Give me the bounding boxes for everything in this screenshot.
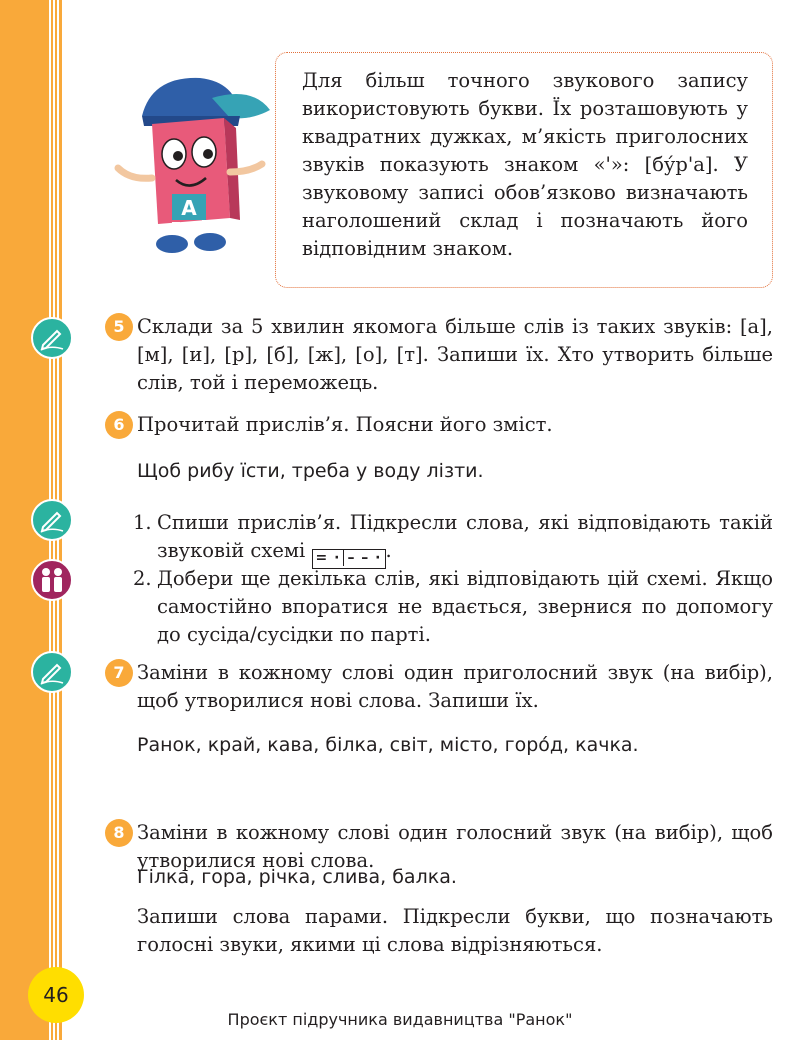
scheme-right: – – · [343,550,381,566]
subitem-2-text: Добери ще декілька слів, які відповідають цій схемі. Якщо самостійно впоратися не вдається, звернися по допомогу до сусіда/сусідки по парті. [157,567,773,646]
task-6-body: Прочитай прислів’я. Поясни його зміст. [137,413,553,436]
pencil-icon [31,499,73,541]
info-box [275,52,773,288]
task-number-6: 6 [105,411,133,439]
task-number-7: 7 [105,659,133,687]
task-number-5: 5 [105,313,133,341]
task-number-8: 8 [105,819,133,847]
task-7-text [137,659,773,715]
task-8-instruction [137,903,773,959]
mascot-letter: А [181,196,197,220]
task-5-text [137,313,773,397]
page-number: 46 [28,967,84,1023]
task-6-text [137,411,773,439]
subitem-number: 1. [133,511,152,534]
proverb [137,457,773,485]
mascot-illustration [112,68,272,258]
proverb-text: Щоб рибу їсти, треба у воду лізти. [137,460,484,482]
info-box-text: Для більш точного звукового запису використовують букви. Їх розташовують у квадратних дужках, м’якість приголосних звуків показують знаком «'»: [бу́р'а]. У звуковому записі обов’язково визначають наголошений склад і позначають його відповідним знаком. [302,69,748,260]
subitem-number: 2. [133,567,152,590]
subitem-1-text: Спиши прислів’я. Підкресли слова, які відповідають такій звуковій схемі [157,511,773,562]
task-8-instruction-text: Запиши слова парами. Підкресли букви, що позначають голосні звуки, якими ці слова відрізняються. [137,905,773,956]
subitem-1-tail: . [385,539,392,562]
task-8-body: Заміни в кожному слові один голосний звук (на вибір), щоб утворилися нові слова. [137,821,773,872]
footer-text: Проєкт підручника видавництва "Ранок" [227,1010,573,1029]
task-5-body: Склади за 5 хвилин якомога більше слів із таких звуків: [а], [м], [и], [р], [б], [ж], [о], [т]. Запиши їх. Хто утворить більше слів, той і переможець. [137,315,773,394]
subitem-1 [157,509,773,569]
task-7-words [137,731,773,759]
task-7-body: Заміни в кожному слові один приголосний звук (на вибір), щоб утворилися нові слова. Запиши їх. [137,661,773,712]
pencil-icon [31,317,73,359]
task-8-word-list: Гілка, гора, річка, слива, балка. [137,866,457,888]
task-7-word-list: Ранок, край, кава, білка, світ, місто, горо́д, качка. [137,734,639,756]
pencil-icon [31,651,73,693]
task-8-words [137,863,773,891]
pair-work-icon [31,559,73,601]
scheme-left: = · [315,550,341,566]
subitem-2 [157,565,773,649]
